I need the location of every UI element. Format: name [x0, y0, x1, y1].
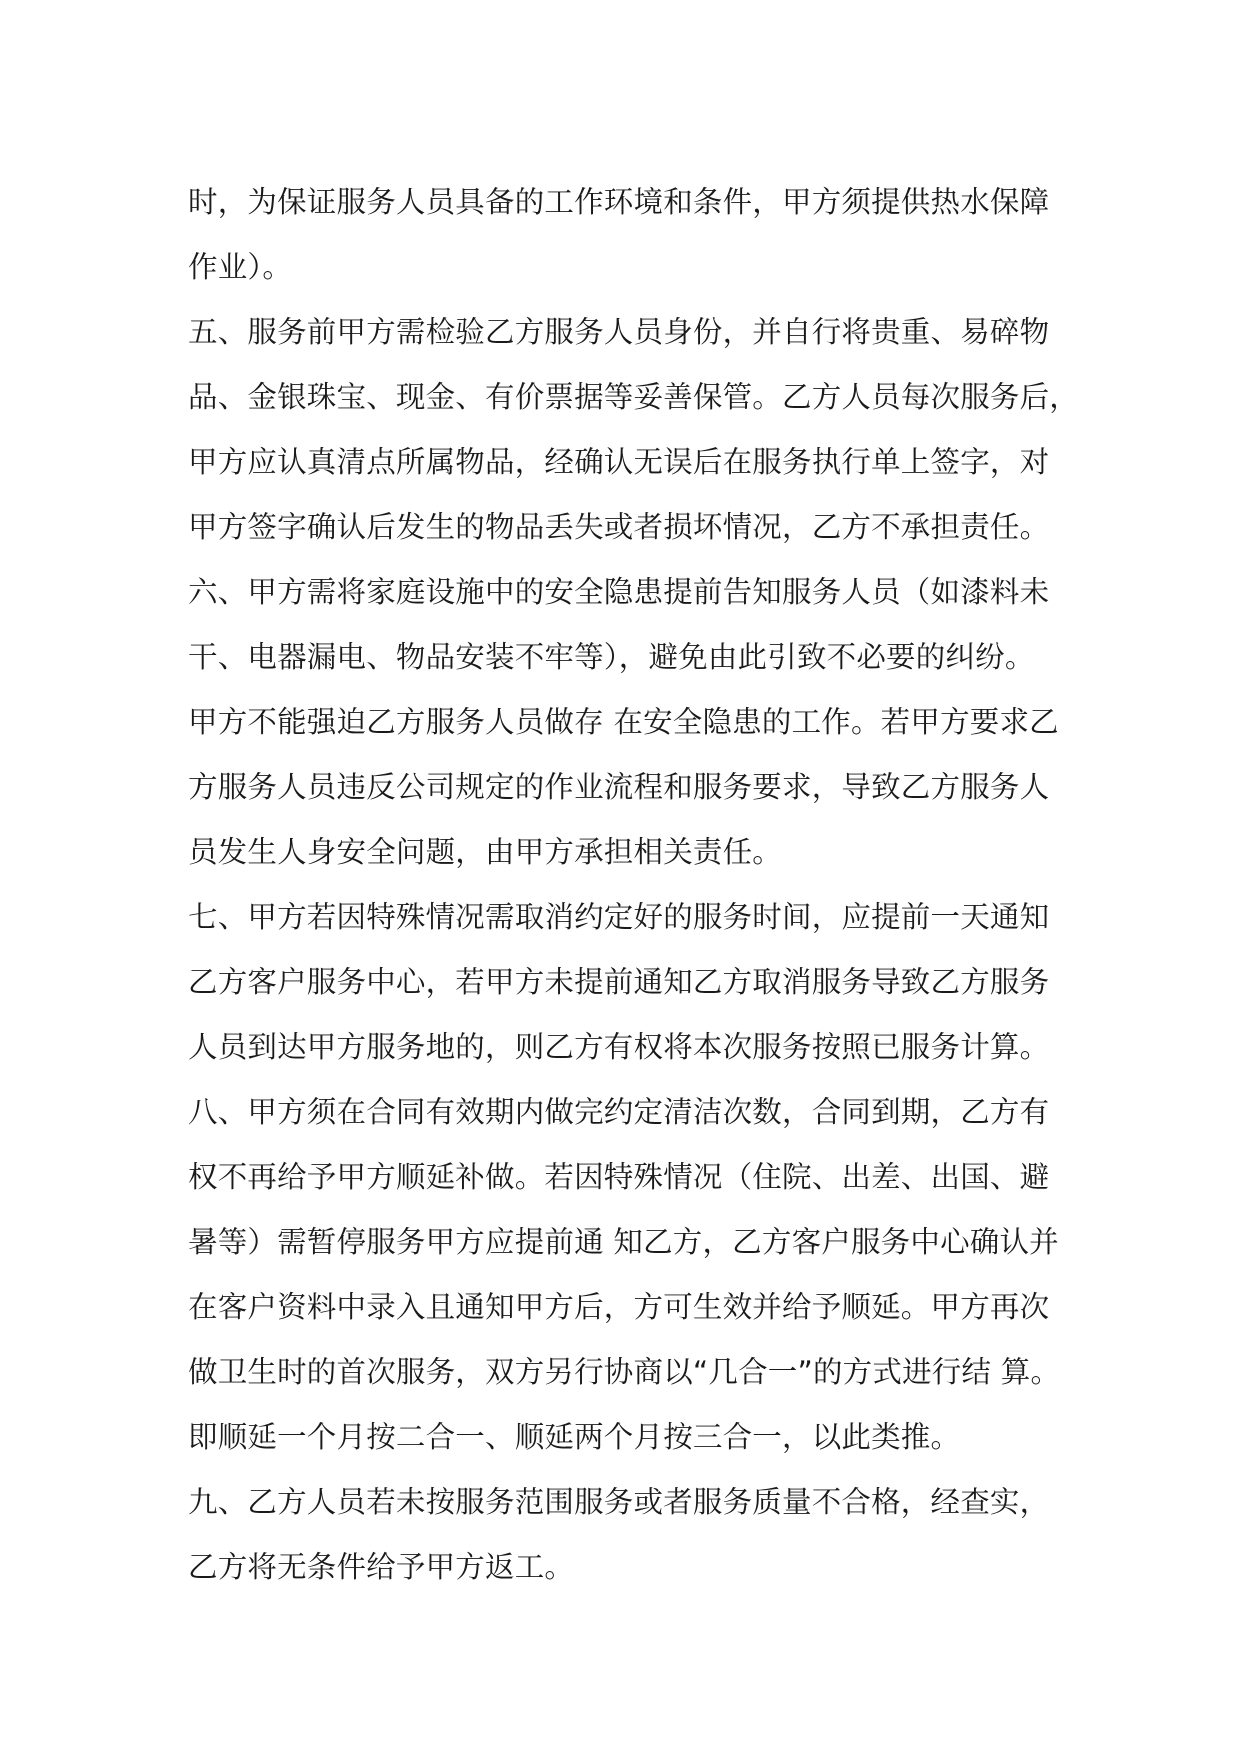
- contract-text: [188, 170, 1088, 1600]
- text-line: 做卫生时的首次服务，双方另行协商以“几合一”的方式进行结 算。: [188, 1355, 1061, 1389]
- text-line: 乙方将无条件给予甲方返工。: [188, 1550, 575, 1584]
- text-line: 员发生人身安全问题，由甲方承担相关责任。: [188, 835, 783, 869]
- text-line: 在客户资料中录入且通知甲方后，方可生效并给予顺延。甲方再次: [188, 1290, 1050, 1324]
- text-line: 作业）。: [188, 250, 293, 284]
- text-line: 品、金银珠宝、现金、有价票据等妥善保管。乙方人员每次服务后，: [188, 380, 1080, 414]
- text-line: 甲方应认真清点所属物品，经确认无误后在服务执行单上签字，对: [188, 445, 1050, 479]
- clause-7-line: 七、甲方若因特殊情况需取消约定好的服务时间，应提前一天通知: [188, 900, 1050, 934]
- clause-9-line: 九、乙方人员若未按服务范围服务或者服务质量不合格，经查实，: [188, 1485, 1050, 1519]
- clause-6-line: 六、甲方需将家庭设施中的安全隐患提前告知服务人员（如漆料未: [188, 575, 1050, 609]
- text-line: 人员到达甲方服务地的，则乙方有权将本次服务按照已服务计算。: [188, 1030, 1050, 1064]
- text-line: 时，为保证服务人员具备的工作环境和条件，甲方须提供热水保障: [188, 185, 1050, 219]
- clause-8-line: 八、甲方须在合同有效期内做完约定清洁次数，合同到期，乙方有: [188, 1095, 1050, 1129]
- text-line: 甲方签字确认后发生的物品丢失或者损坏情况，乙方不承担责任。: [188, 510, 1050, 544]
- text-line: 权不再给予甲方顺延补做。若因特殊情况（住院、出差、出国、避: [188, 1160, 1050, 1194]
- text-line: 干、电器漏电、物品安装不牢等），避免由此引致不必要的纠纷。: [188, 640, 1035, 674]
- text-line: 暑等）需暂停服务甲方应提前通 知乙方，乙方客户服务中心确认并: [188, 1225, 1059, 1259]
- text-line: 乙方客户服务中心，若甲方未提前通知乙方取消服务导致乙方服务: [188, 965, 1050, 999]
- text-line: 方服务人员违反公司规定的作业流程和服务要求，导致乙方服务人: [188, 770, 1050, 804]
- clause-5-line: 五、服务前甲方需检验乙方服务人员身份，并自行将贵重、易碎物: [188, 315, 1050, 349]
- text-line: 即顺延一个月按二合一、顺延两个月按三合一，以此类推。: [188, 1420, 961, 1454]
- text-line: 甲方不能强迫乙方服务人员做存 在安全隐患的工作。若甲方要求乙: [188, 705, 1059, 739]
